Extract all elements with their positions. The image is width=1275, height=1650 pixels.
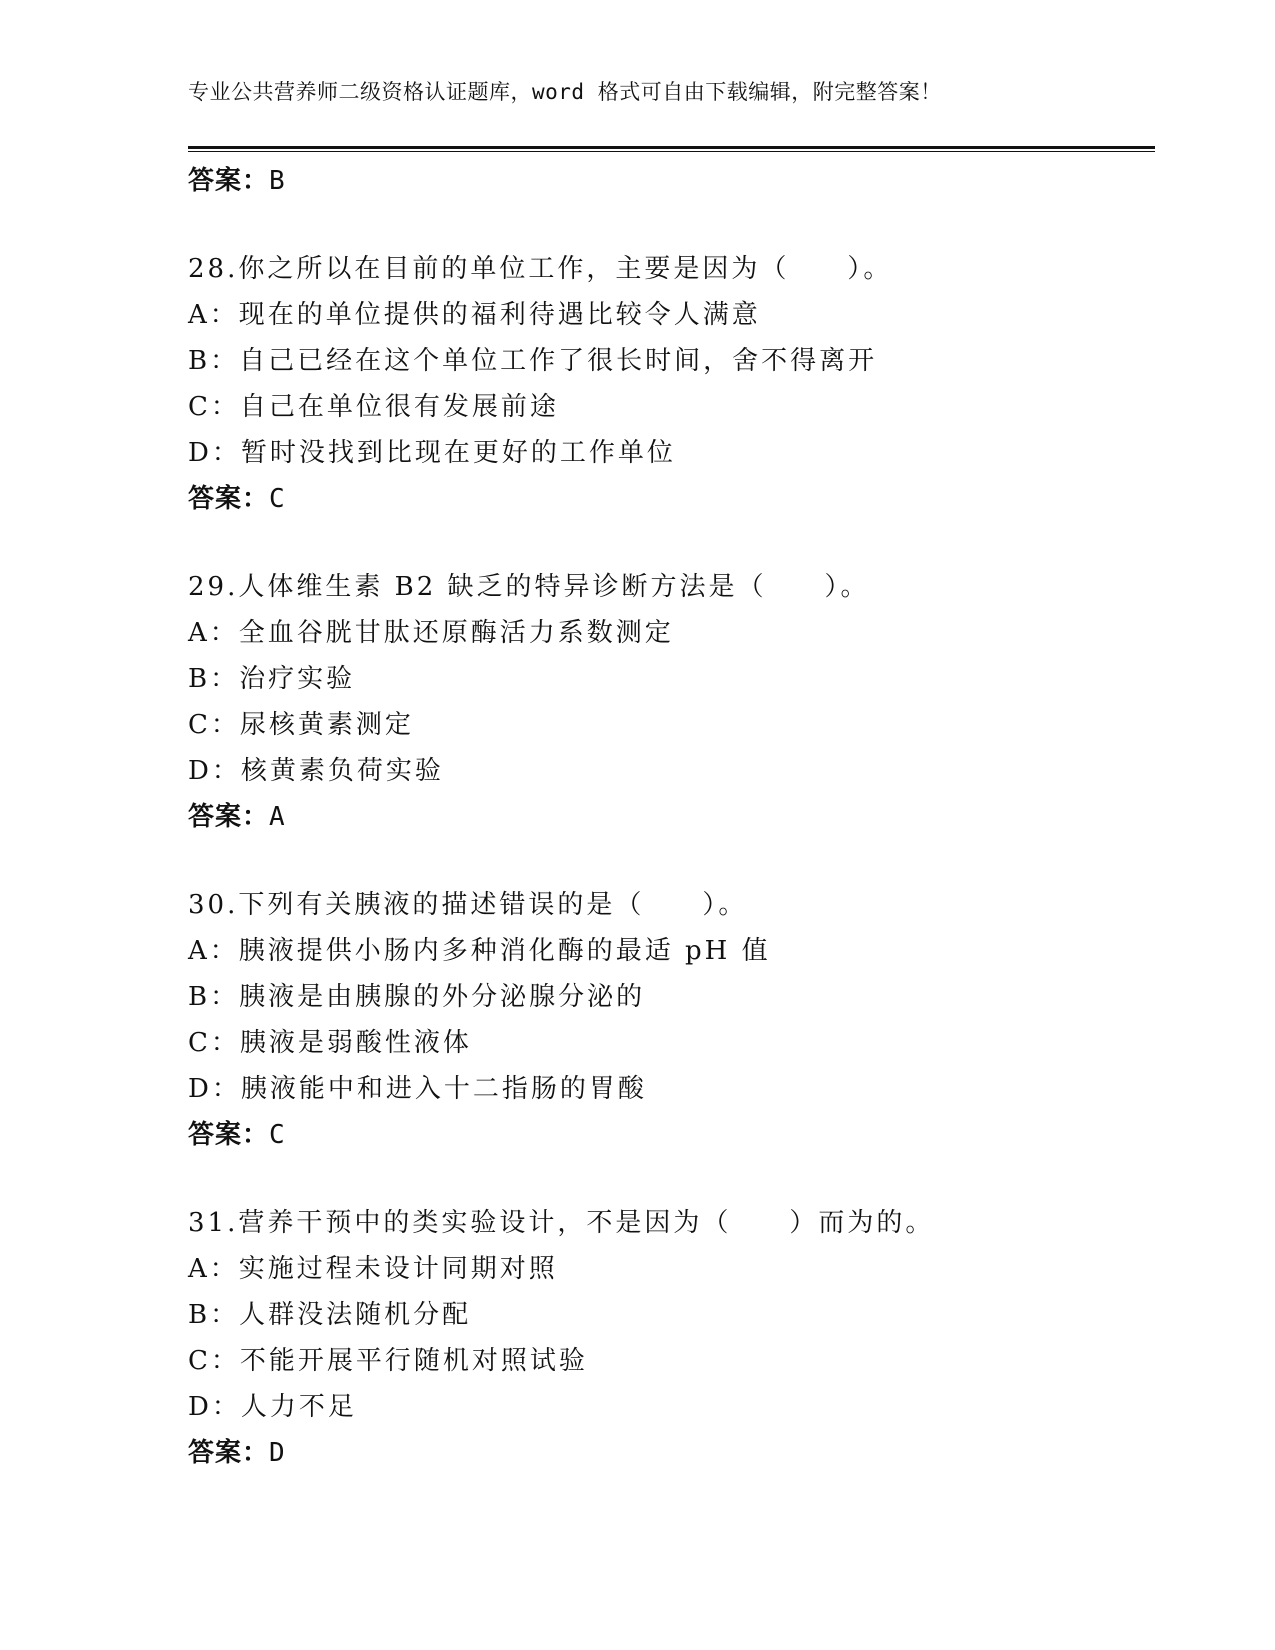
option-d: D：暂时没找到比现在更好的工作单位 (188, 438, 676, 468)
option-c: C：胰液是弱酸性液体 (188, 1028, 472, 1058)
answer-label: 答案： (188, 1120, 270, 1150)
question-stem: 29.人体维生素 B2 缺乏的特异诊断方法是（ ）。 (188, 572, 870, 602)
option-b: B：治疗实验 (188, 664, 356, 694)
answer-value: C (269, 484, 286, 514)
document-body (188, 158, 1148, 1476)
header-rule-thick (188, 146, 1155, 149)
answer-line (188, 476, 1148, 522)
answer-value: C (269, 1120, 286, 1150)
answer-label: 答案： (188, 166, 270, 196)
answer-label: 答案： (188, 802, 270, 832)
answer-line (188, 158, 1148, 204)
option-c: C：尿核黄素测定 (188, 710, 414, 740)
question-stem: 31.营养干预中的类实验设计，不是因为（ ）而为的。 (188, 1208, 935, 1238)
header-rule-thin (188, 151, 1155, 152)
option-a: A：胰液提供小肠内多种消化酶的最适 pH 值 (188, 936, 771, 966)
question-stem: 28.你之所以在目前的单位工作，主要是因为（ ）。 (188, 254, 893, 284)
option-b: B：胰液是由胰腺的外分泌腺分泌的 (188, 982, 646, 1012)
answer-value: D (269, 1438, 286, 1468)
question-block (188, 1200, 1148, 1476)
option-b: B：人群没法随机分配 (188, 1300, 472, 1330)
option-d: D：核黄素负荷实验 (188, 756, 444, 786)
page-header: 专业公共营养师二级资格认证题库，word 格式可自由下载编辑，附完整答案！ (188, 80, 942, 104)
option-d: D：人力不足 (188, 1392, 357, 1422)
option-d: D：胰液能中和进入十二指肠的胃酸 (188, 1074, 647, 1104)
answer-label: 答案： (188, 484, 270, 514)
answer-value: B (269, 166, 286, 196)
question-stem: 30.下列有关胰液的描述错误的是（ ）。 (188, 890, 748, 920)
question-block (188, 564, 1148, 840)
answer-line (188, 1112, 1148, 1158)
question-block (188, 882, 1148, 1158)
option-c: C：自己在单位很有发展前途 (188, 392, 559, 422)
question-block (188, 246, 1148, 522)
option-a: A：实施过程未设计同期对照 (188, 1254, 558, 1284)
answer-line (188, 794, 1148, 840)
answer-value: A (269, 802, 286, 832)
option-a: A：全血谷胱甘肽还原酶活力系数测定 (188, 618, 674, 648)
option-a: A：现在的单位提供的福利待遇比较令人满意 (188, 300, 761, 330)
answer-label: 答案： (188, 1438, 270, 1468)
option-c: C：不能开展平行随机对照试验 (188, 1346, 588, 1376)
answer-line (188, 1430, 1148, 1476)
option-b: B：自己已经在这个单位工作了很长时间，舍不得离开 (188, 346, 878, 376)
